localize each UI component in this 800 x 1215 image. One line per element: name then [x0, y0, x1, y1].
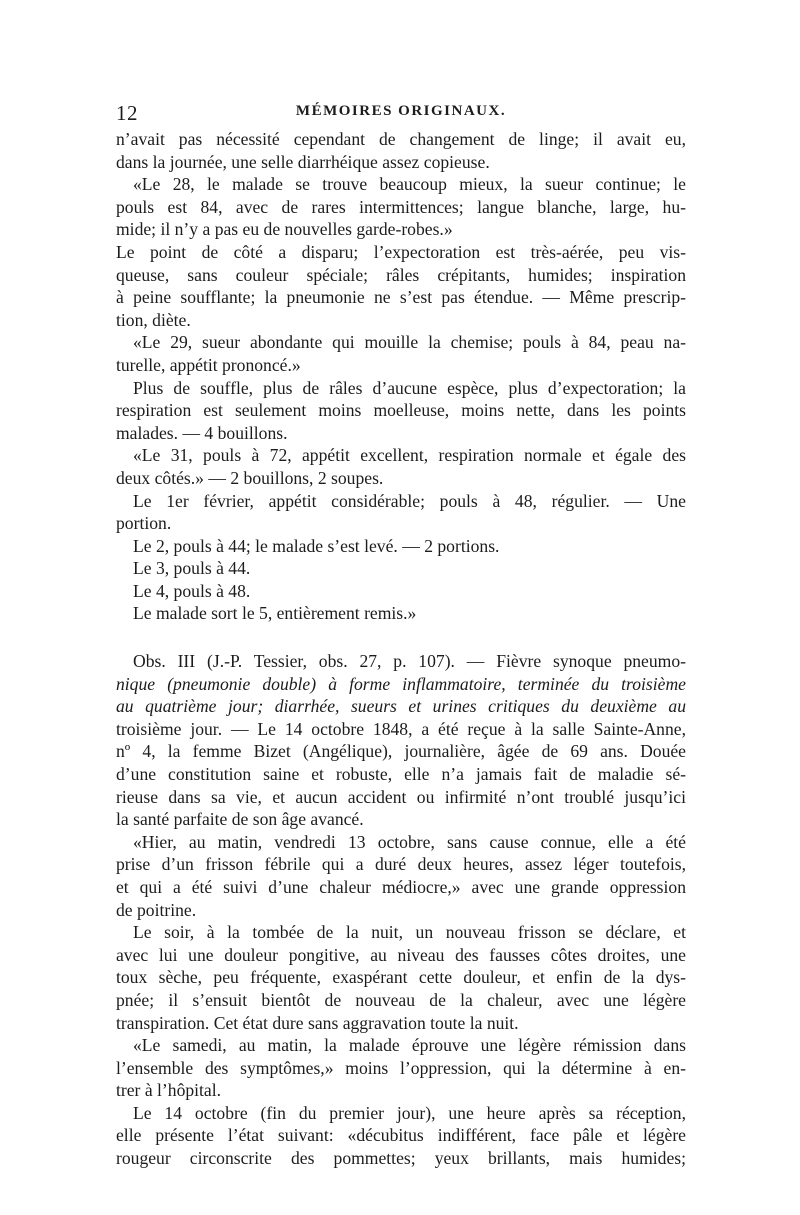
text-line: pouls est 84, avec de rares intermittences; langue blanche, large, hu- — [116, 196, 686, 217]
text-line: mide; il n’y a pas eu de nouvelles garde-robes.» — [116, 219, 453, 240]
text-line: Plus de souffle, plus de râles d’aucune espèce, plus d’expectoration; la — [133, 377, 686, 398]
text-line: Le point de côté a disparu; l’expectoration est très-aérée, peu vis- — [116, 241, 686, 262]
text-line: pnée; il s’ensuit bientôt de nouveau de la chaleur, avec une légère — [116, 989, 686, 1010]
text-line: «Le 29, sueur abondante qui mouille la chemise; pouls à 84, peau na- — [133, 332, 686, 353]
text-line: dans la journée, une selle diarrhéique assez copieuse. — [116, 151, 490, 172]
text-line: «Le 31, pouls à 72, appétit excellent, respiration normale et égale des — [133, 445, 686, 466]
text-line: «Hier, au matin, vendredi 13 octobre, sans cause connue, elle a été — [133, 831, 686, 852]
page-number: 12 — [116, 101, 138, 125]
text-line: Le 14 octobre (fin du premier jour), une heure après sa réception, — [133, 1102, 686, 1123]
text-line: prise d’un frisson fébrile qui a duré deux heures, assez léger toutefois, — [116, 854, 686, 875]
text-line: Le 4, pouls à 48. — [133, 580, 251, 601]
text-line: elle présente l’état suivant: «décubitus indifférent, face pâle et légère — [116, 1125, 686, 1146]
text-line: nº 4, la femme Bizet (Angélique), journalière, âgée de 69 ans. Douée — [116, 741, 686, 762]
text-line: n’avait pas nécessité cependant de changement de linge; il avait eu, — [116, 129, 686, 149]
text-line: au quatrième jour; diarrhée, sueurs et urines critiques du deuxième au — [116, 696, 686, 717]
text-line: à peine soufflante; la pneumonie ne s’est pas étendue. — Même prescrip- — [116, 287, 686, 308]
observation-three — [116, 650, 686, 1170]
text-line: toux sèche, peu fréquente, exaspérant cette douleur, et enfin de la dys- — [116, 967, 686, 988]
text-line: troisième jour. — Le 14 octobre 1848, a été reçue à la salle Sainte-Anne, — [116, 718, 686, 739]
text-line: nique (pneumonie double) à forme inflammatoire, terminée du troisième — [116, 673, 686, 694]
text-line: Le 2, pouls à 44; le malade s’est levé. — 2 portions. — [133, 535, 500, 556]
text-line: transpiration. Cet état dure sans aggravation toute la nuit. — [116, 1012, 519, 1033]
text-line: avec lui une douleur pongitive, au niveau des fausses côtes droites, une — [116, 944, 686, 965]
text-line: turelle, appétit prononcé.» — [116, 354, 301, 375]
text-line: l’ensemble des symptômes,» moins l’oppression, qui la détermine à en- — [116, 1057, 686, 1078]
observation-continuation — [116, 128, 686, 625]
text-line: «Le 28, le malade se trouve beaucoup mieux, la sueur continue; le — [133, 174, 686, 195]
text-line: queuse, sans couleur spéciale; râles crépitants, humides; inspiration — [116, 264, 686, 285]
text-line: portion. — [116, 513, 172, 534]
running-header — [116, 101, 686, 125]
text-line: d’une constitution saine et robuste, elle n’a jamais fait de maladie sé- — [116, 763, 686, 784]
text-line: la santé parfaite de son âge avancé. — [116, 809, 364, 830]
text-line: Le malade sort le 5, entièrement remis.» — [133, 603, 417, 624]
text-line: malades. — 4 bouillons. — [116, 422, 288, 443]
text-line: Le 1er février, appétit considérable; pouls à 48, régulier. — Une — [133, 490, 686, 511]
text-line: trer à l’hôpital. — [116, 1080, 222, 1101]
text-line: respiration est seulement moins moelleuse, moins nette, dans les points — [116, 400, 686, 421]
text-line: deux côtés.» — 2 bouillons, 2 soupes. — [116, 467, 384, 488]
text-line: Le soir, à la tombée de la nuit, un nouveau frisson se déclare, et — [133, 922, 686, 943]
text-line: Le 3, pouls à 44. — [133, 558, 251, 579]
text-line: de poitrine. — [116, 899, 197, 920]
text-line: et qui a été suivi d’une chaleur médiocre,» avec une grande oppression — [116, 876, 686, 897]
text-line: tion, diète. — [116, 309, 191, 330]
text-line: Obs. III (J.-P. Tessier, obs. 27, p. 107). — Fièvre synoque pneumo- — [133, 651, 686, 671]
running-title: MÉMOIRES ORIGINAUX. — [295, 103, 507, 119]
text-line: rieuse dans sa vie, et aucun accident ou infirmité n’ont troublé jusqu’ici — [116, 786, 686, 807]
text-line: «Le samedi, au matin, la malade éprouve une légère rémission dans — [133, 1035, 686, 1056]
text-line: rougeur circonscrite des pommettes; yeux brillants, mais humides; — [116, 1148, 686, 1169]
